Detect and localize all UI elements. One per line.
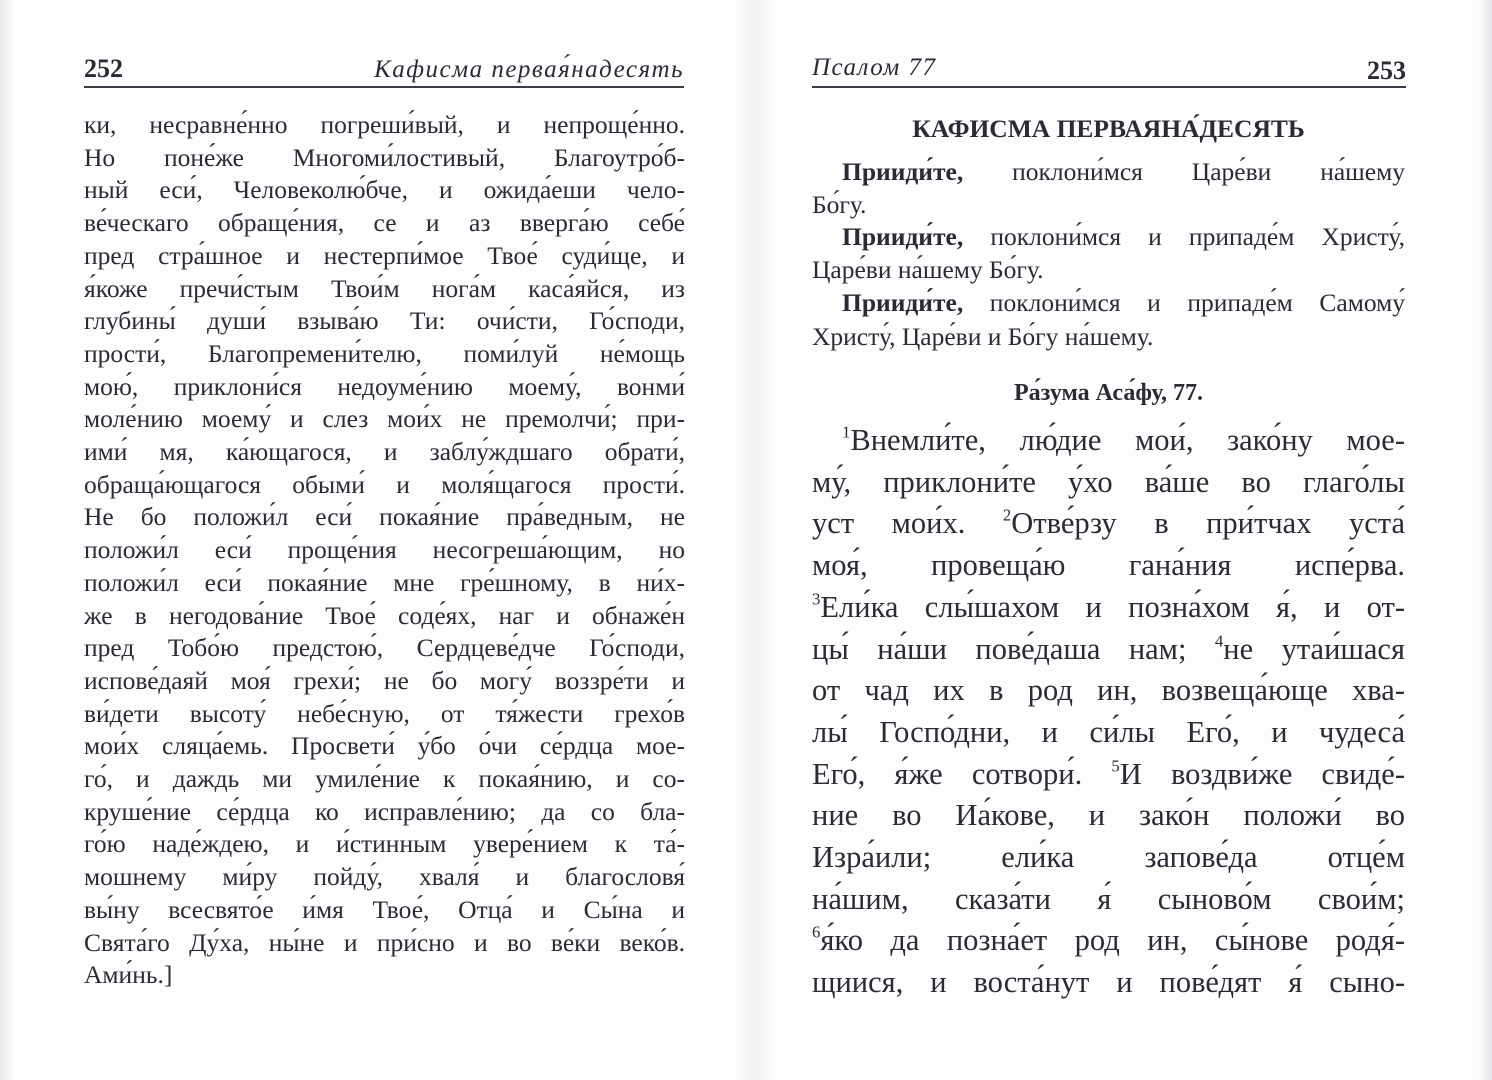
psalm-line: [812, 794, 1405, 836]
text-line: ный еси́, Человеколю́бче, и ожида́еши чело-: [84, 175, 685, 205]
line-text: лы́ Госпо́дни, и си́лы Его́, и чудеса́: [812, 714, 1405, 749]
text-line: круше́ние се́рдца ко исправле́нию; да со бла-: [84, 796, 685, 826]
text-line: ве́ческаго обраще́ния, се и аз вверга́ю себе́: [84, 208, 685, 238]
line-text: Отве́рзу в при́тчах уста́: [1011, 506, 1405, 541]
page-edge-left: [0, 0, 14, 1080]
text-line: ими́ мя, ка́ющагося, и заблу́ждшаго обрати́,: [84, 437, 685, 466]
line-text: я́ко да позна́ет род ин, сы́нове родя́-: [820, 923, 1405, 958]
text-line: [812, 253, 1405, 286]
line-text: щиися, и воста́нут и пове́дят я́ сыно-: [812, 965, 1405, 1000]
psalm-line: [812, 461, 1405, 503]
page-number: 252: [84, 54, 123, 83]
psalm-line: [842, 419, 1405, 461]
text-line: ви́дети высоту́ небе́сную, от тя́жести грехо́в: [84, 698, 685, 728]
text-line: пред стра́шное и нестерпи́мое Твое́ суди́ще, и: [84, 240, 685, 270]
text-line: моле́нию моему́ и слез мои́х не премолчи́; при-: [84, 404, 685, 434]
section-heading: КАФИСМА ПЕРВАЯНА́ДЕСЯТЬ: [912, 114, 1305, 143]
text-line: [842, 155, 1405, 188]
text-line: пред Тобо́ю предстою́, Сердцеве́дче Го́споди,: [84, 633, 685, 663]
psalm-line: [812, 919, 1405, 961]
header-rule: [84, 86, 684, 88]
psalm-line: [812, 502, 1405, 544]
line-text: Христу́, Царе́ви и Бо́гу на́шему.: [812, 322, 1154, 351]
line-text: Ели́ка слы́шахом и позна́хом я́, и от-: [820, 589, 1405, 624]
verse-number: 3: [812, 589, 821, 609]
verse-number: 2: [1002, 505, 1012, 525]
lead-word: Прииди́те,: [842, 288, 964, 317]
text-line: Не бо положи́л еси́ покая́ние пра́ведным, не: [84, 502, 685, 532]
line-text: от чад их в род ин, возвеща́юще хва-: [812, 673, 1405, 708]
text-line: же в негодова́ние Твое́ соде́ях, наг и обнаже́н: [84, 600, 685, 630]
psalm-line: [812, 628, 1405, 670]
left-page-header: [84, 54, 684, 88]
psalm-line: [812, 878, 1405, 920]
text-line: испове́даяй моя́ грехи́; не бо могу́ воззре́ти и: [84, 665, 685, 695]
right-page-header: [812, 54, 1406, 88]
text-line: [812, 320, 1405, 353]
line-text: поклони́мся и припаде́м Самому́: [963, 288, 1405, 317]
line-text: не утаи́шася: [1223, 631, 1406, 666]
psalm-line: [812, 544, 1405, 586]
line-text: Его́, я́же сотвори́.: [812, 756, 1112, 791]
lead-word: Прииди́те,: [842, 157, 964, 186]
text-line: положи́л еси́ проще́ния несогреша́ющим, но: [84, 535, 685, 565]
text-line: [842, 220, 1405, 253]
text-line: глубины́ души́ взыва́ю Ти: очи́сти, Го́споди,: [84, 306, 685, 336]
line-text: уст мои́х.: [812, 506, 1003, 541]
verse-number: 4: [1214, 630, 1224, 650]
line-text: И воздви́же свиде́-: [1119, 756, 1405, 791]
text-line: положи́л еси́ покая́ние мне гре́шному, в ни́х-: [84, 567, 685, 597]
line-text: Бо́гу.: [812, 190, 867, 219]
text-line: я́коже пречи́стым Твои́м нога́м каса́яйся, из: [84, 273, 685, 303]
lead-word: Прииди́те,: [842, 222, 964, 251]
verse-number: 1: [842, 422, 851, 442]
line-text: му́, приклони́те у́хо ва́ше во глаго́лы: [812, 464, 1405, 499]
line-text: на́шим, сказа́ти я́ сыново́м свои́м;: [812, 881, 1405, 916]
page-edge-right: [1478, 0, 1492, 1080]
text-line: вы́ну всесвято́е и́мя Твое́, Отца́ и Сы́на и: [84, 894, 685, 924]
psalm-line: [812, 753, 1405, 795]
page-number: 253: [1367, 56, 1406, 85]
line-text: ние во Иа́кове, и зако́н положи́ во: [812, 798, 1405, 833]
text-line: го́ю наде́ждею, и и́стинным увере́нием к та́-: [84, 829, 685, 859]
line-text: поклони́мся Царе́ви на́шему: [963, 157, 1405, 186]
text-line: мои́х сляца́емь. Просвети́ у́бо о́чи се́рдца мое-: [84, 731, 685, 761]
running-title: Кафисма первая́надесять: [374, 56, 684, 83]
psalm-line: [812, 711, 1405, 753]
line-text: Внемли́те, лю́дие мои́, зако́ну мое-: [850, 423, 1405, 457]
text-line: обраща́ющагося обыми́ и моля́щагося прости́.: [84, 469, 685, 499]
psalm-title: Ра́зума Аса́фу, 77.: [1014, 380, 1203, 406]
psalm-line: [812, 961, 1405, 1003]
text-line: прости́, Благопремени́телю, поми́луй не́мощь: [84, 338, 685, 368]
verse-number: 6: [812, 922, 821, 942]
text-line: мошнему ми́ру пойду́, хваля́ и благословя́: [84, 862, 685, 892]
text-line: Ами́нь.]: [84, 960, 173, 990]
line-text: Царе́ви на́шему Бо́гу.: [812, 255, 1044, 284]
line-text: цы́ на́ши пове́даша нам;: [812, 631, 1215, 666]
header-rule: [812, 86, 1406, 88]
text-line: мою́, приклони́ся недоуме́нию моему́, вонми́: [84, 371, 685, 401]
text-line: [842, 286, 1405, 319]
text-line: ки, несравне́нно погреши́вый, и непроще́нно.: [84, 110, 685, 139]
psalm-line: [812, 836, 1405, 878]
line-text: Изра́или; ели́ка запове́да отце́м: [812, 840, 1405, 874]
line-text: моя́, провеща́ю гана́ния испе́рва.: [812, 548, 1405, 583]
book-gutter: [735, 0, 775, 1080]
text-line: Свята́го Ду́ха, ны́не и при́сно и во ве́ки веко́в.: [84, 927, 685, 957]
line-text: поклони́мся и припаде́м Христу́,: [963, 222, 1405, 251]
psalm-line: [812, 586, 1405, 628]
text-line: Но поне́же Многоми́лостивый, Благоутро́б-: [84, 142, 685, 172]
psalm-line: [812, 669, 1405, 711]
text-line: [812, 188, 1405, 221]
text-line: го́, и даждь ми умиле́ние к покая́нию, и со-: [84, 764, 685, 793]
verse-number: 5: [1111, 756, 1120, 776]
running-title: Псалом 77: [812, 54, 937, 81]
